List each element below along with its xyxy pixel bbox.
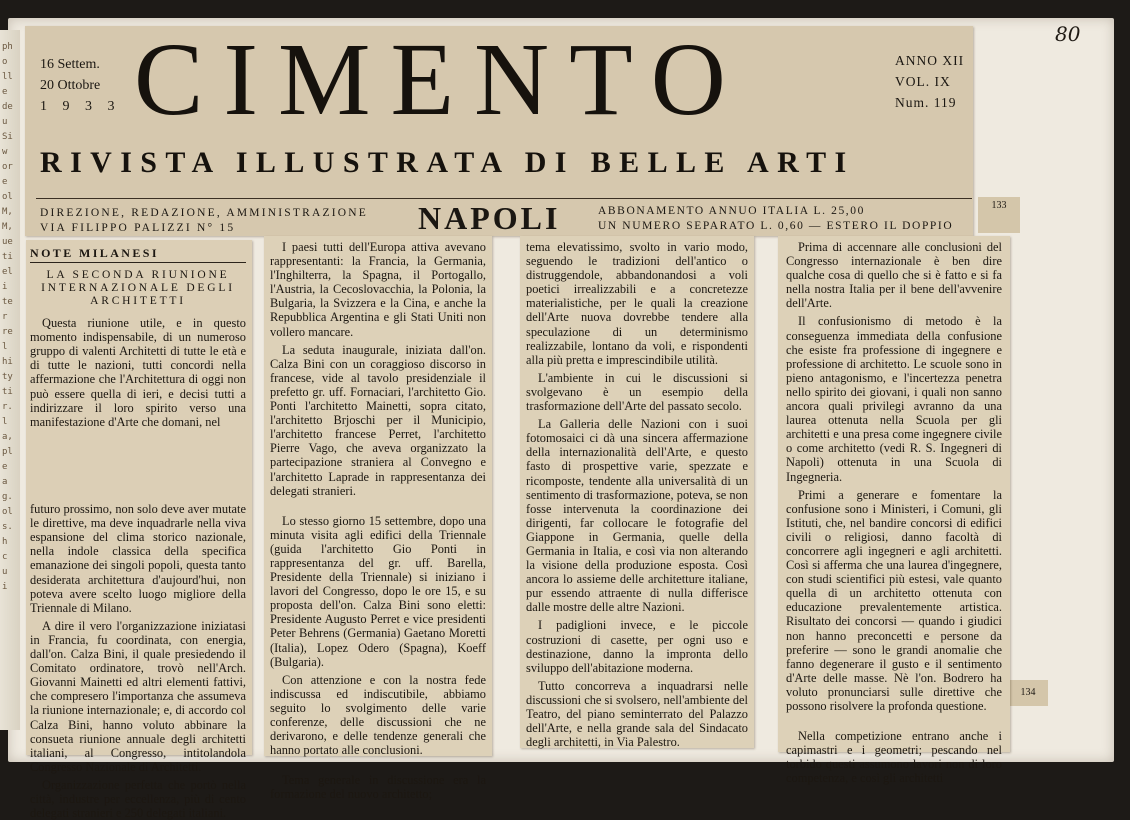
city-name: NAPOLI [418, 200, 561, 236]
subscription-line-1: ABBONAMENTO ANNUO ITALIA L. 25,00 [598, 205, 865, 217]
newspaper-subtitle: RIVISTA ILLUSTRATA DI BELLE ARTI [40, 146, 855, 179]
masthead-rule [36, 198, 972, 199]
paragraph: Tutto concorreva a inquadrarsi nelle discussioni che si svolsero, nell'ambiente del Teatro, del piano seminterrato del Palazzo dell'Arte, e nella grande sala del Sindacato degli architetti, in Via Palestro. [526, 678, 748, 750]
paragraph: La Galleria delle Nazioni con i suoi fotomosaici ci dà una sincera affermazione della internazionalità dell'Arte, e questo fasto di prospettive varie, spezzate e ricomposte, tendente alla universalità di un sentimento di trasformazione, poteva, se non fosse intervenuta la coordinazione dei dirigenti, far collocare le fotografie del Giappone in Germania, quelle della Germania in Italia, e così via non alterando la visione della produzione esposta. Così ancora lo assieme delle architetture italiane, pur essendo attraente di nulla differisce dalle mostre delle altre Nazioni. [526, 417, 748, 615]
handwritten-margin [0, 30, 20, 730]
paragraph: A dire il vero l'organizzazione iniziatasi in Francia, fu coordinata, con energia, dall'on. Calza Bini, il quale presiedendo il Comitato ordinatore, trovò nell'Arch. Giovanni Mainetti ed altri elementi fattivi, che compresero l'importanza che assumeva la riunione internazionale; e, di accordo col Calza Bini, hanno voluto abbinare la consueta riunione annuale degli architetti italiani, al Congresso, intitolandola Congresso Nazionale di Architetti. [30, 618, 246, 774]
article-column-2 [264, 236, 492, 802]
page-number: 80 [1055, 22, 1081, 46]
paragraph: Organizzazione perfetta che portò nella città, industre per eccellenza, più di cento delegati stranieri e 250 delegati italiani. [30, 777, 246, 820]
issue-volume: VOL. IX [895, 74, 951, 89]
paragraph: I paesi tutti dell'Europa attiva avevano rappresentanti: la Francia, la Germania, l'Inghilterra, la Spagna, il Portogallo, l'Austria, la Cecoslovacchia, la Polonia, la Bulgaria, la Svizzera e la Cina, e anche la Repubblica Argentina e gli Stati Uniti non vollero mancare. [270, 240, 486, 339]
subscription-line-2: UN NUMERO SEPARATO L. 0,60 — ESTERO IL DOPPIO [598, 220, 954, 232]
issue-number: Num. 119 [895, 95, 957, 110]
paragraph: Tema generale in discussione era la formazione del nuovo architetto; [270, 773, 486, 802]
paragraph: L'ambiente in cui le discussioni si svolgevano è un esempio della trasformazione dell'Arte del passato secolo. [526, 370, 748, 414]
subscription-info [598, 204, 953, 234]
article-column-1 [26, 240, 252, 820]
paragraph: tema elevatissimo, svolto in vario modo, seguendo le tradizioni dell'antico o distruggendole, abbandonandosi a voli poetici irrealizzabili e a concretezze materialistiche, per le quali la creazione dell'Arte nuova dovrebbe tendere alla speculazione di un determinismo realizzabile, lontano da voli, e rispondenti alla più pretta e imprescindibile utilità. [526, 240, 748, 367]
paragraph: Questa riunione utile, e in questo momento indispensabile, di un numeroso gruppo di valenti Architetti di tutte le età e di tutte le nazioni, tutti concordi nella affermazione che l'Architettura di oggi non può essere quella di ieri, e decisi tutti a indirizzare il loro spirito verso una manifestazione d'Arte che domani, nel [30, 316, 246, 429]
archive-tag-134: 134 [1008, 680, 1048, 706]
paragraph: Con attenzione e con la nostra fede indiscussa ed indiscutibile, abbiamo seguito lo svolgimento delle varie conferenze, delle discussioni che ne derivarono, e delle tendenze generali che hanno portato alle conclusioni. [270, 672, 486, 758]
paragraph: futuro prossimo, non solo deve aver mutate le direttive, ma deve inquadrarle nella viva espansione del clima storico nazionale, nella indole classica della specifica emanazione dei singoli popoli, questa tanto desiderata architettura d'aujourd'hui, non poteva avere scelto luogo migliore della Triennale di Milano. [30, 502, 246, 615]
article-column-4 [778, 236, 1010, 786]
date-line-2: 20 Ottobre [40, 78, 101, 93]
paragraph: Il confusionismo di metodo è la conseguenza immediata della confusione che esiste fra professione di ingegnere e professione di architetto. Le scuole sono in pieno antagonismo, e l'incertezza penetra nello spirito dei giovani, i quali non sanno ancora quali privilegi avranno da una laurea ottenuta nella Scuola per gli architetti e una presa come ingegnere civile o come architetto (vedi R. S. Ingegneri di Napoli) ottenuta in una Scuola di Ingegneria. [786, 314, 1002, 484]
archive-tag-133: 133 [978, 197, 1020, 233]
paragraph: Lo stesso giorno 15 settembre, dopo una minuta visita agli edifici della Triennale (guida l'architetto Gio Ponti in rappresentanza del gr. uff. Barella, Presidente della Triennale) si iniziano i lavori del Congresso, dopo le ore 15, e su proposta dell'on. Calza Bini sono eletti: Presidente Augusto Perret e vice presidenti Peter Behrens (Germania) Gaetano Moretti (Italia), Lopez Odero (Spagna), Koeff (Bulgaria). [270, 513, 486, 669]
issue-info [895, 50, 964, 113]
handwritten-notes: pho lle deu Siw ore ol M, M, ue ti el i ter re l hi ty tir. la, pl e a g. ol s. h c u i [2, 42, 13, 592]
newspaper-title: CIMENTO [134, 22, 746, 137]
paragraph: I padiglioni invece, e le piccole costruzioni di casette, per ogni uso e destinazione, danno la impronta dello sviluppo dell'abitazione moderna. [526, 618, 748, 675]
issue-year: ANNO XII [895, 53, 965, 68]
article-column-3 [520, 236, 754, 748]
article-title: LA SECONDA RIUNIONE INTERNAZIONALE DEGLI ARCHITETTI [41, 269, 235, 308]
issue-dates [40, 54, 121, 117]
publisher-address [40, 206, 368, 236]
publisher-line-2: VIA FILIPPO PALIZZI N° 15 [40, 222, 236, 234]
date-line-1: 16 Settem. [40, 57, 100, 72]
paragraph: Primi a generare e fomentare la confusione sono i Ministeri, i Comuni, gli Istituti, che, nel bandire concorsi di edifici civili o religiosi, danno facoltà di concorrere agli ingegneri e agli architetti. Così si afferma che una laurea d'ingegnere, con studi scientifici più estesi, vale quanto quella di un architetto ottenuta con educazione prevalentemente artistica. Risultato dei concorsi — quando i giudici non hanno preconcetti e persone da preferire — sono le grandi anomalie che fanno degenerare il gusto e il sentimento d'Arte delle masse. Nè l'on. Bodrero ha voluto pronunciarsi sulle direttive che possono risolvere la profonda questione. [786, 487, 1002, 713]
section-title: NOTE MILANESI [30, 246, 246, 263]
paragraph: Nella competizione entrano anche i capimastri e i geometri; pescando nel torbido questi assumono lavori non di loro competenza, e così gli architetti [786, 729, 1002, 786]
publisher-line-1: DIREZIONE, REDAZIONE, AMMINISTRAZIONE [40, 207, 368, 219]
date-year: 1 9 3 3 [40, 99, 121, 114]
paragraph: Prima di accennare alle conclusioni del Congresso internazionale è ben dire qualche cosa di quello che si è fatto e si fa nella nostra Italia per il bene dell'avvenire dell'Arte. [786, 240, 1002, 311]
paragraph: La seduta inaugurale, iniziata dall'on. Calza Bini con un coraggioso discorso in francese, vide al tavolo presidenziale il prefetto gr. uff. Fornaciari, l'architetto Gio. Ponti l'architetto Mainetti, sopra citato, l'architetto Brjoschi per il Municipio, l'architetto francese Perret, l'architetto Pierre Vago, che aveva organizzato la partecipazione straniera al Convegno e l'architetto Laprade in rappresentanza dei delegati stranieri. [270, 342, 486, 498]
